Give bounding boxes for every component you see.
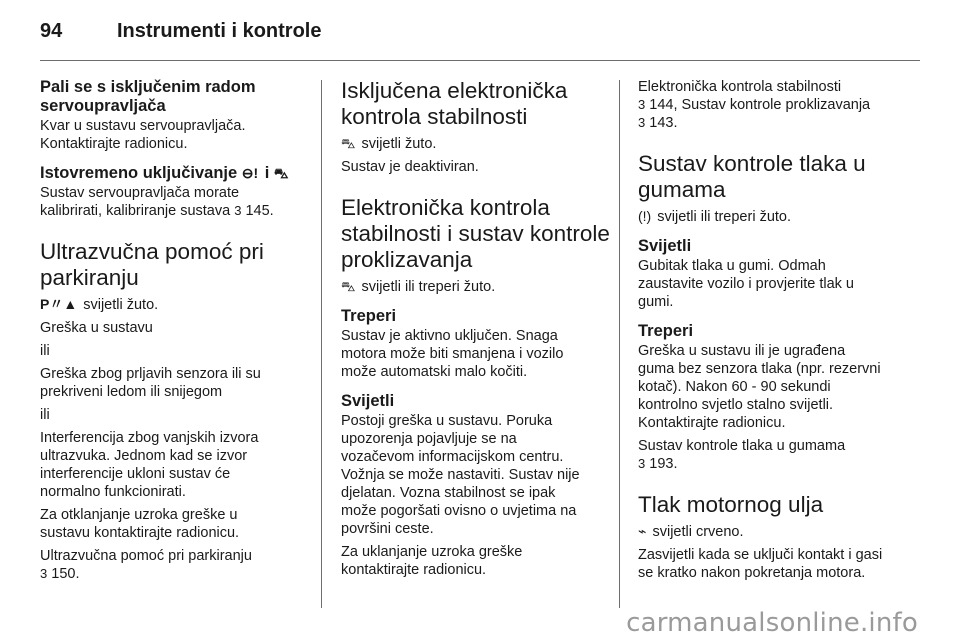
page-ref-arrow-icon: 3 (234, 203, 242, 218)
paragraph: Kvar u sustavu servoupravljača. Kontaktirajte radionicu. (40, 118, 246, 152)
paragraph: ili (40, 407, 50, 423)
paragraph: Za otklanjanje uzroka greške u sustavu kontaktirajte radionicu. (40, 507, 240, 541)
paragraph: Sustav je aktivno uključen. Snaga motora može biti smanjena i vozilo može automatski malo kočiti. (341, 328, 564, 380)
paragraph: Postoji greška u sustavu. Poruka upozorenja pojavljuje se na vozačevom informacijskom centru. Vožnja se može nastaviti. Sustav nije djelatan. Vozna stabilnost se ipak može pogoršati ovisno o uvjetima na površini ceste. (341, 413, 580, 537)
page-ref-arrow-icon: 3 (638, 97, 646, 112)
column-2 (341, 78, 616, 584)
section-title-oil-pressure: Tlak motornog ulja (638, 492, 824, 517)
paragraph: ⌁ svijetli crveno. (638, 523, 744, 540)
paragraph: Interferencija zbog vanjskih izvora ultrazvuka. Jednom kad se izvor interferencije ukloni sustav će normalno funkcionirati. (40, 430, 259, 500)
subheading-flashes: Treperi (341, 307, 397, 325)
paragraph: Gubitak tlaka u gumi. Odmah zaustavite vozilo i provjerite tlak u gumi. (638, 258, 854, 310)
section-title-tpms: Sustav kontrole tlaka u gumama (638, 151, 866, 202)
paragraph: P〃▲ svijetli žuto. (40, 296, 159, 313)
section-title-simultaneous: Istovremeno uključivanje ⊖! i ⛍ (40, 164, 289, 182)
paragraph: Greška u sustavu ili je ugrađena guma bez senzora tlaka (npr. rezervni kotač). Nakon 60 - 90 sekundi kontrolno svjetlo stalno svijetli. Kontaktirajte radionicu. (638, 343, 881, 431)
paragraph: ⛍ svijetli ili treperi žuto. (341, 278, 496, 295)
esc-car-icon: ⛍ (341, 278, 356, 294)
esc-car-icon: ⛍ (273, 165, 289, 181)
watermark: carmanualsonline.info (626, 608, 918, 638)
section-title-park-assist: Ultrazvučna pomoć pri parkiranju (40, 239, 264, 290)
tire-pressure-icon: (!) (638, 208, 652, 224)
paragraph: Sustav kontrole tlaka u gumama 3 193. (638, 438, 846, 472)
subheading-lights: Svijetli (638, 237, 692, 255)
page-ref-arrow-icon: 3 (638, 456, 646, 471)
section-title-esc-tc: Elektronička kontrola stabilnosti i sustav kontrole proklizavanja (341, 195, 610, 272)
paragraph: (!) svijetli ili treperi žuto. (638, 208, 792, 225)
section-title-power-steering: Pali se s isključenim radom servoupravljača (40, 78, 256, 115)
subheading-lights: Svijetli (341, 392, 395, 410)
oil-can-icon: ⌁ (638, 523, 647, 539)
paragraph: ili (40, 343, 50, 359)
column-divider-1 (321, 80, 322, 608)
subheading-flashes: Treperi (638, 322, 694, 340)
paragraph: Elektronička kontrola stabilnosti 3 144, Sustav kontrole proklizavanja 3 143. (638, 79, 871, 131)
paragraph: Greška u sustavu (40, 320, 153, 336)
section-title-esc-off: Isključena elektronička kontrola stabilnosti (341, 78, 568, 129)
paragraph: Greška zbog prljavih senzora ili su prekriveni ledom ili snijegom (40, 366, 261, 400)
paragraph: ⛍ svijetli žuto. (341, 135, 437, 152)
page-ref-arrow-icon: 3 (638, 115, 646, 130)
column-3 (638, 78, 918, 587)
running-title: Instrumenti i kontrole (117, 20, 322, 42)
park-assist-icon: P〃▲ (40, 296, 78, 312)
paragraph: Zasvijetli kada se uključi kontakt i gasi se kratko nakon pokretanja motora. (638, 547, 883, 581)
column-divider-2 (619, 80, 620, 608)
paragraph: Za uklanjanje uzroka greške kontaktirajte radionicu. (341, 544, 523, 578)
page-number: 94 (40, 20, 63, 42)
paragraph: Sustav je deaktiviran. (341, 159, 479, 175)
page-header (40, 14, 920, 54)
esc-off-icon: ⛍ (341, 135, 356, 151)
column-1 (40, 78, 315, 588)
page-ref-arrow-icon: 3 (40, 566, 48, 581)
header-rule (40, 60, 920, 61)
paragraph: Ultrazvučna pomoć pri parkiranju 3 150. (40, 548, 252, 582)
paragraph: Sustav servoupravljača morate kalibrirati, kalibriranje sustava 3 145. (40, 185, 274, 219)
steering-warning-icon: ⊖! (241, 165, 259, 181)
